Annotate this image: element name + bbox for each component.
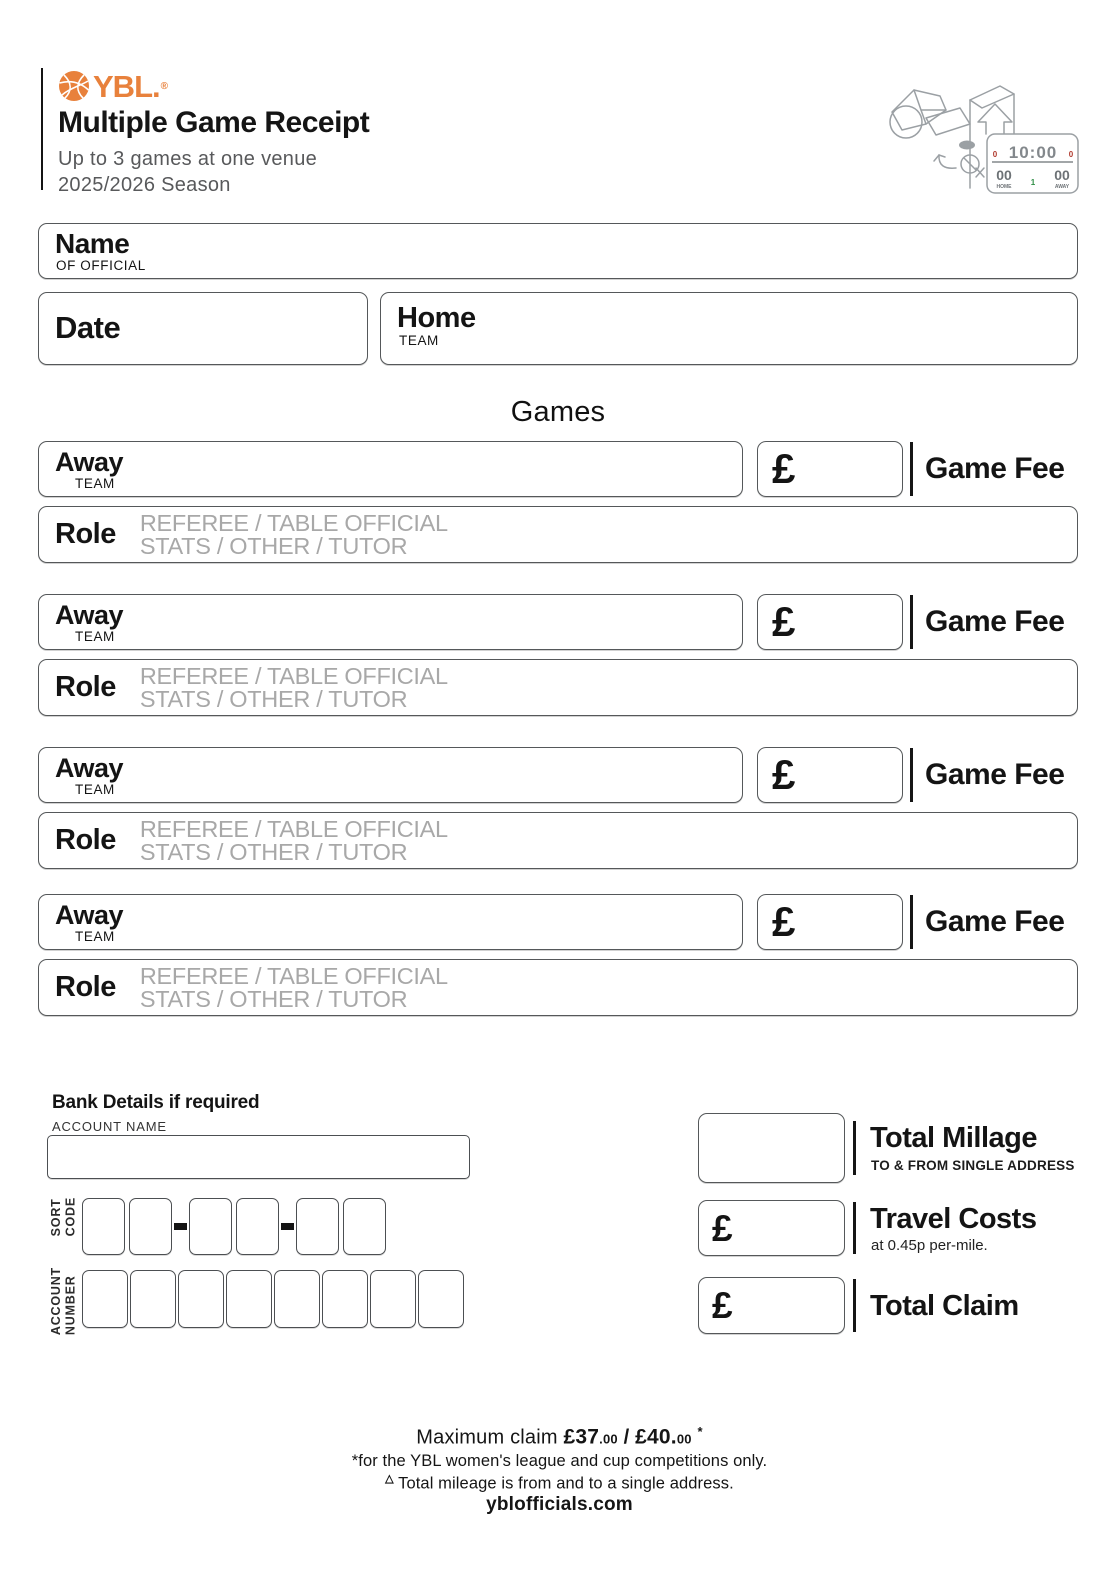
sort-code-box-1[interactable] bbox=[82, 1198, 125, 1255]
max-claim-separator: / bbox=[623, 1426, 630, 1449]
away-sublabel: TEAM bbox=[75, 929, 115, 945]
account-number-box-3[interactable] bbox=[178, 1270, 224, 1328]
footnote-mileage: △ Total mileage is from and to a single address. bbox=[385, 1473, 734, 1493]
role-options bbox=[139, 962, 448, 1012]
logo-wordmark: YBL. bbox=[93, 68, 160, 104]
account-number-box-6[interactable] bbox=[322, 1270, 368, 1328]
account-number-box-2[interactable] bbox=[130, 1270, 176, 1328]
scoreboard-display bbox=[987, 134, 1078, 193]
fee-divider bbox=[910, 595, 913, 649]
claim-divider bbox=[853, 1279, 856, 1332]
max-claim-amount-1-dec: .00 bbox=[599, 1431, 618, 1447]
sort-code-box-5[interactable] bbox=[296, 1198, 339, 1255]
account-name-label: ACCOUNT NAME bbox=[52, 1119, 167, 1134]
fee-divider bbox=[910, 895, 913, 949]
pound-symbol: £ bbox=[772, 445, 796, 492]
game-fee-label: Game Fee bbox=[925, 905, 1065, 938]
game-fee-label: Game Fee bbox=[925, 758, 1065, 791]
name-label: Name bbox=[55, 228, 130, 259]
max-claim-label: Maximum claim bbox=[416, 1426, 558, 1449]
scoreboard-illustration bbox=[878, 78, 1083, 200]
total-claim-input[interactable] bbox=[698, 1277, 845, 1334]
role-options-line2: STATS / OTHER / TUTOR bbox=[139, 985, 408, 1012]
game-block-3 bbox=[38, 747, 1078, 869]
game-fee-label: Game Fee bbox=[925, 605, 1065, 638]
official-name-field[interactable] bbox=[38, 223, 1078, 279]
fee-divider bbox=[910, 748, 913, 802]
header-left-rule bbox=[41, 68, 43, 190]
total-millage-sublabel: TO & FROM SINGLE ADDRESS bbox=[871, 1158, 1075, 1173]
away-score: 00 bbox=[1054, 167, 1070, 183]
account-number-box-8[interactable] bbox=[418, 1270, 464, 1328]
away-label: Away bbox=[55, 600, 124, 630]
name-sublabel: OF OFFICIAL bbox=[56, 258, 146, 274]
account-number-box-4[interactable] bbox=[226, 1270, 272, 1328]
timeout-left-digit: 0 bbox=[992, 150, 998, 159]
role-label: Role bbox=[55, 671, 116, 703]
date-field[interactable] bbox=[38, 292, 368, 365]
account-number-box-5[interactable] bbox=[274, 1270, 320, 1328]
sort-code-box-2[interactable] bbox=[129, 1198, 172, 1255]
max-claim-amount-2: £40. bbox=[635, 1425, 677, 1449]
footnote-women-league: *for the YBL women's league and cup competitions only. bbox=[351, 1452, 768, 1470]
sort-code-box-3[interactable] bbox=[189, 1198, 232, 1255]
pound-symbol: £ bbox=[772, 898, 796, 945]
travel-divider bbox=[853, 1202, 856, 1254]
bank-details-heading: Bank Details if required bbox=[52, 1092, 260, 1113]
away-team-field-2[interactable] bbox=[38, 594, 743, 650]
role-field-3[interactable] bbox=[38, 812, 1078, 869]
max-claim-amount-2-dec: 00 bbox=[676, 1431, 692, 1447]
fee-divider bbox=[910, 442, 913, 496]
role-label: Role bbox=[55, 971, 116, 1003]
ybl-logo bbox=[58, 70, 168, 102]
role-options-line2: STATS / OTHER / TUTOR bbox=[139, 532, 408, 559]
game-block-1 bbox=[38, 441, 1078, 563]
role-label: Role bbox=[55, 518, 116, 550]
account-number-box-7[interactable] bbox=[370, 1270, 416, 1328]
sort-code-box-6[interactable] bbox=[343, 1198, 386, 1255]
away-sublabel: TEAM bbox=[75, 476, 115, 492]
away-sublabel: TEAM bbox=[75, 629, 115, 645]
travel-costs-label: Travel Costs bbox=[870, 1203, 1037, 1235]
game-fee-field-3[interactable] bbox=[757, 747, 903, 803]
sort-code-box-4[interactable] bbox=[236, 1198, 279, 1255]
total-claim-label: Total Claim bbox=[870, 1290, 1019, 1322]
away-label: Away bbox=[55, 447, 124, 477]
role-options-line1: REFEREE / TABLE OFFICIAL bbox=[139, 662, 448, 689]
date-label: Date bbox=[55, 310, 121, 346]
home-label: Home bbox=[397, 302, 476, 334]
away-team-field-4[interactable] bbox=[38, 894, 743, 950]
role-options-line1: REFEREE / TABLE OFFICIAL bbox=[139, 962, 448, 989]
home-sublabel: TEAM bbox=[399, 333, 439, 349]
away-team-field-1[interactable] bbox=[38, 441, 743, 497]
sort-code-label: SORT CODE bbox=[49, 1197, 78, 1237]
timeout-right-digit: 0 bbox=[1068, 150, 1074, 159]
website-link[interactable]: yblofficials.com bbox=[486, 1494, 633, 1515]
role-options bbox=[139, 662, 448, 712]
pound-symbol: £ bbox=[772, 751, 796, 798]
illustration-dot bbox=[959, 141, 975, 150]
max-claim-line bbox=[0, 1424, 1119, 1450]
total-millage-input[interactable] bbox=[698, 1113, 845, 1183]
account-number-box-1[interactable] bbox=[82, 1270, 128, 1328]
game-block-2 bbox=[38, 594, 1078, 716]
basketball-icon bbox=[58, 70, 90, 102]
period-indicator: 1 bbox=[1030, 178, 1036, 187]
sort-code-dash bbox=[281, 1223, 294, 1230]
pound-symbol: £ bbox=[712, 1207, 733, 1249]
away-label: Away bbox=[55, 900, 124, 930]
away-team-field-3[interactable] bbox=[38, 747, 743, 803]
travel-costs-sublabel: at 0.45p per-mile. bbox=[871, 1237, 988, 1254]
home-team-field[interactable] bbox=[380, 292, 1078, 365]
role-options bbox=[139, 509, 448, 559]
account-number-label: ACCOUNT NUMBER bbox=[49, 1267, 78, 1336]
sort-code-dash bbox=[174, 1223, 187, 1230]
role-field-1[interactable] bbox=[38, 506, 1078, 563]
home-score-label: HOME bbox=[996, 184, 1012, 190]
subtitle-venue: Up to 3 games at one venue bbox=[58, 148, 318, 170]
role-field-4[interactable] bbox=[38, 959, 1078, 1016]
total-millage-label: Total Millage bbox=[870, 1122, 1037, 1154]
role-options-line1: REFEREE / TABLE OFFICIAL bbox=[139, 815, 448, 842]
away-sublabel: TEAM bbox=[75, 782, 115, 798]
game-clock: 10:00 bbox=[1008, 143, 1058, 162]
away-score-label: AWAY bbox=[1054, 184, 1070, 190]
role-options-line1: REFEREE / TABLE OFFICIAL bbox=[139, 509, 448, 536]
registered-trademark: ® bbox=[160, 80, 168, 92]
games-section-heading: Games bbox=[510, 396, 606, 428]
home-score: 00 bbox=[996, 167, 1012, 183]
role-options-line2: STATS / OTHER / TUTOR bbox=[139, 838, 408, 865]
account-name-input[interactable] bbox=[47, 1135, 470, 1179]
game-block-4 bbox=[38, 894, 1078, 1016]
page-title: Multiple Game Receipt bbox=[58, 106, 370, 139]
max-claim-asterisk: * bbox=[697, 1424, 703, 1439]
travel-costs-input[interactable] bbox=[698, 1200, 845, 1256]
role-options-line2: STATS / OTHER / TUTOR bbox=[139, 685, 408, 712]
game-fee-field-1[interactable] bbox=[757, 441, 903, 497]
millage-divider bbox=[853, 1121, 856, 1175]
game-fee-label: Game Fee bbox=[925, 452, 1065, 485]
pound-symbol: £ bbox=[712, 1285, 733, 1326]
subtitle-season: 2025/2026 Season bbox=[58, 174, 231, 196]
role-label: Role bbox=[55, 824, 116, 856]
role-field-2[interactable] bbox=[38, 659, 1078, 716]
max-claim-amount-1: £37 bbox=[563, 1425, 600, 1449]
triangle-marker: △ bbox=[385, 1473, 394, 1485]
away-label: Away bbox=[55, 753, 124, 783]
role-options bbox=[139, 815, 448, 865]
game-fee-field-2[interactable] bbox=[757, 594, 903, 650]
game-fee-field-4[interactable] bbox=[757, 894, 903, 950]
pound-symbol: £ bbox=[772, 598, 796, 645]
